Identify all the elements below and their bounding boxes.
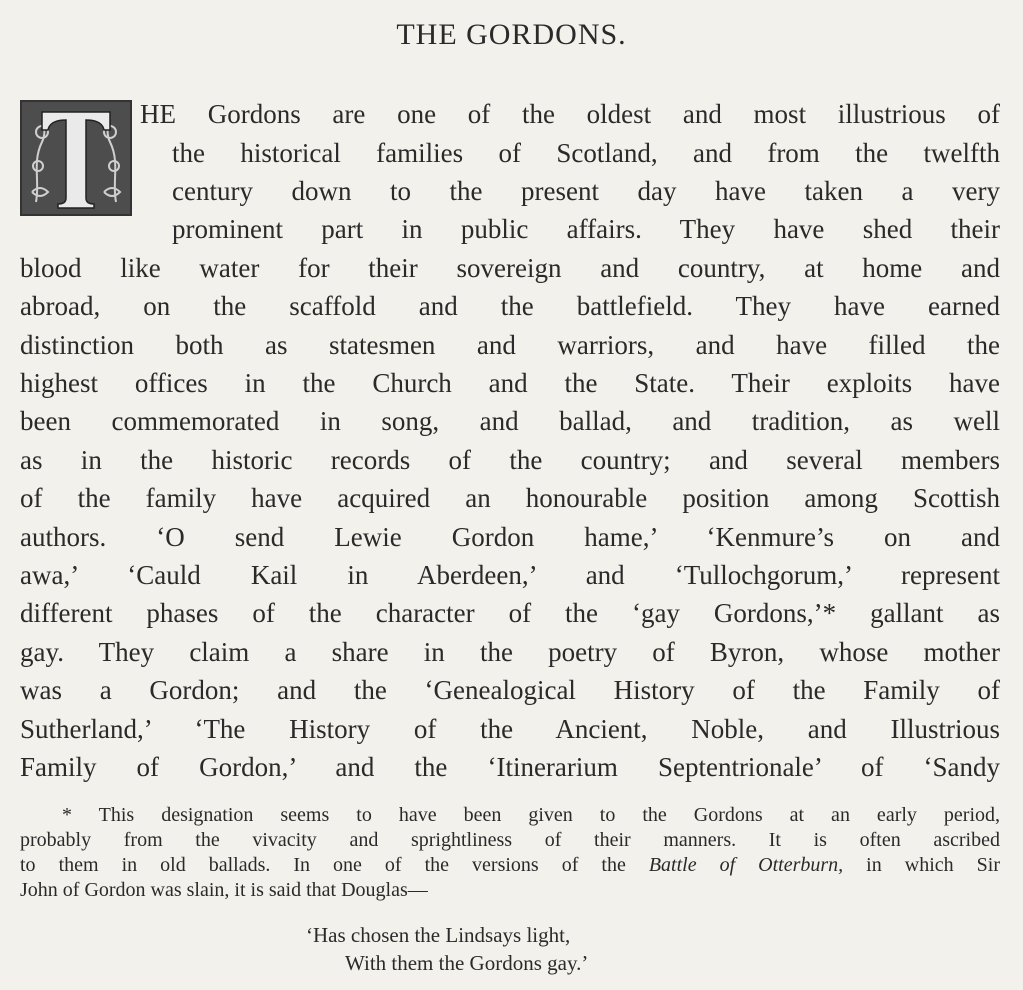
text-line: distinction both as statesmen and warriors, and have filled the	[20, 330, 1000, 360]
text-line: century down to the present day have taken a very	[172, 176, 1000, 206]
text-line: prominent part in public affairs. They have shed their	[172, 214, 1000, 244]
text-line: highest offices in the Church and the State. Their exploits have	[20, 368, 1000, 398]
text-line: was a Gordon; and the ‘Genealogical History of the Family of	[20, 675, 1000, 705]
text-line: abroad, on the scaffold and the battlefield. They have earned	[20, 291, 1000, 321]
footnote-italic-title: Battle of Otterburn,	[648, 854, 844, 876]
text-line: authors. ‘O send Lewie Gordon hame,’ ‘Kenmure’s on and	[20, 522, 1000, 552]
decorative-dropcap-t	[20, 100, 132, 216]
verse-line: ‘Has chosen the Lindsays light,	[306, 923, 571, 947]
footnote-line	[20, 855, 1000, 875]
footnote-line: probably from the vivacity and sprightliness of their manners. It is often ascribed	[20, 829, 1000, 851]
text-line: different phases of the character of the ‘gay Gordons,’* gallant as	[20, 598, 1000, 628]
text-line: Family of Gordon,’ and the ‘Itinerarium Septentrionale’ of ‘Sandy	[20, 752, 1000, 782]
footnote-text: in which Sir	[843, 854, 1000, 876]
text-line: of the family have acquired an honourable position among Scottish	[20, 483, 1000, 513]
text-line: the historical families of Scotland, and from the twelfth	[172, 138, 1000, 168]
text-line: Sutherland,’ ‘The History of the Ancient, Noble, and Illustrious	[20, 714, 1000, 744]
text-line: been commemorated in song, and ballad, and tradition, as well	[20, 406, 1000, 436]
text-line: awa,’ ‘Cauld Kail in Aberdeen,’ and ‘Tullochgorum,’ represent	[20, 560, 1000, 590]
footnote-text: to them in old ballads. In one of the versions of the	[20, 854, 649, 876]
text-line: as in the historic records of the country; and several members	[20, 445, 1000, 475]
page-title: THE GORDONS.	[396, 18, 627, 51]
text-line: blood like water for their sovereign and country, at home and	[20, 253, 1000, 283]
text-line: HE Gordons are one of the oldest and most illustrious of	[140, 99, 1000, 129]
text-line: gay. They claim a share in the poetry of Byron, whose mother	[20, 637, 1000, 667]
verse-line: With them the Gordons gay.’	[345, 951, 589, 975]
footnote-line: John of Gordon was slain, it is said that Douglas—	[20, 879, 428, 901]
footnote-line: * This designation seems to have been given to the Gordons at an early period,	[62, 804, 1000, 826]
